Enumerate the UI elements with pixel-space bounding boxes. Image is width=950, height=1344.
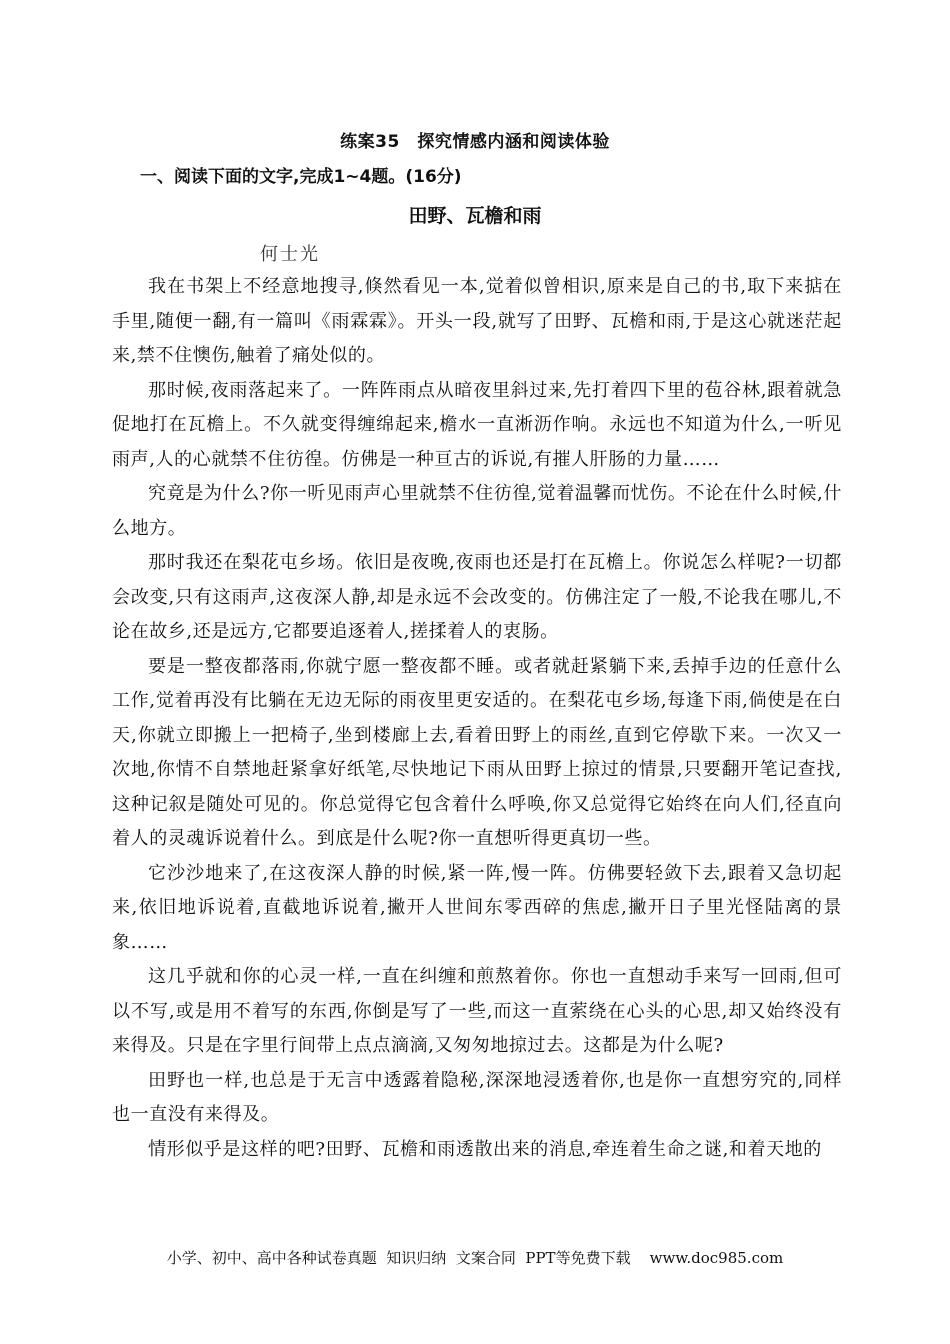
paragraph: 这几乎就和你的心灵一样,一直在纠缠和煎熬着你。你也一直想动手来写一回雨,但可以不写,或是用不着写的东西,你倒是写了一些,而这一直萦绕在心头的心思,却又始终没有来得及。只是在字里行间带上点点滴滴,又匆匆地掠过去。这都是为什么呢? <box>112 966 842 1056</box>
paragraph: 我在书架上不经意地搜寻,倏然看见一本,觉着似曾相识,原来是自己的书,取下来掂在手里,随便一翻,有一篇叫《雨霖霖》。开头一段,就写了田野、瓦檐和雨,于是这心就迷茫起来,禁不住懊伤,触着了痛处似的。 <box>112 276 842 366</box>
article-title: 田野、瓦檐和雨 <box>408 205 542 227</box>
author-name: 何士光 <box>260 244 320 265</box>
paragraph: 田野也一样,也总是于无言中透露着隐秘,深深地浸透着你,也是你一直想穷究的,同样也一直没有来得及。 <box>112 1069 842 1125</box>
paragraph: 那时候,夜雨落起来了。一阵阵雨点从暗夜里斜过来,先打着四下里的苞谷林,跟着就急促地打在瓦檐上。不久就变得缠绵起来,檐水一直淅沥作响。永远也不知道为什么,一听见雨声,人的心就禁不住彷徨。仿佛是一种亘古的诉说,有摧人肝肠的力量…… <box>112 379 842 470</box>
paragraph: 要是一整夜都落雨,你就宁愿一整夜都不睡。或者就赶紧躺下来,丢掉手边的任意什么工作,觉着再没有比躺在无边无际的雨夜里更安适的。在梨花屯乡场,每逢下雨,倘使是在白天,你就立即搬上一把椅子,坐到楼廊上去,看着田野上的雨丝,直到它停歇下来。一次又一次地,你情不自禁地赶紧拿好纸笔,尽快地记下雨从田野上掠过的情景,只要翻开笔记查找,这种记叙是随处可见的。你总觉得它包含着什么呼唤,你又总觉得它始终在向人们,径直向着人的灵魂诉说着什么。到底是什么呢?你一直想听得更真切一些。 <box>112 655 842 849</box>
article-body <box>112 270 842 1167</box>
question-heading: 一、阅读下面的文字,完成1~4题。(16分) <box>140 167 462 187</box>
paragraph: 情形似乎是这样的吧?田野、瓦檐和雨透散出来的消息,牵连着生命之谜,和着天地的 <box>148 1138 822 1160</box>
paragraph: 它沙沙地来了,在这夜深人静的时候,紧一阵,慢一阵。仿佛要轻敛下去,跟着又急切起来,依旧地诉说着,直截地诉说着,撇开人世间东零西碎的焦虑,撇开日子里光怪陆离的景象…… <box>112 862 842 953</box>
footer-advertisement: 小学、初中、高中各种试卷真题 知识归纳 文案合同 PPT等免费下载 www.doc985.com <box>166 1249 784 1267</box>
paragraph: 那时我还在梨花屯乡场。依旧是夜晚,夜雨也还是打在瓦檐上。你说怎么样呢?一切都会改变,只有这雨声,这夜深人静,却是永远不会改变的。仿佛注定了一般,不论我在哪儿,不论在故乡,还是远方,它都要追逐着人,搓揉着人的衷肠。 <box>112 552 842 642</box>
paragraph: 究竟是为什么?你一听见雨声心里就禁不住彷徨,觉着温馨而忧伤。不论在什么时候,什么地方。 <box>112 483 842 539</box>
page-title: 练案35 探究情感内涵和阅读体验 <box>340 132 610 152</box>
